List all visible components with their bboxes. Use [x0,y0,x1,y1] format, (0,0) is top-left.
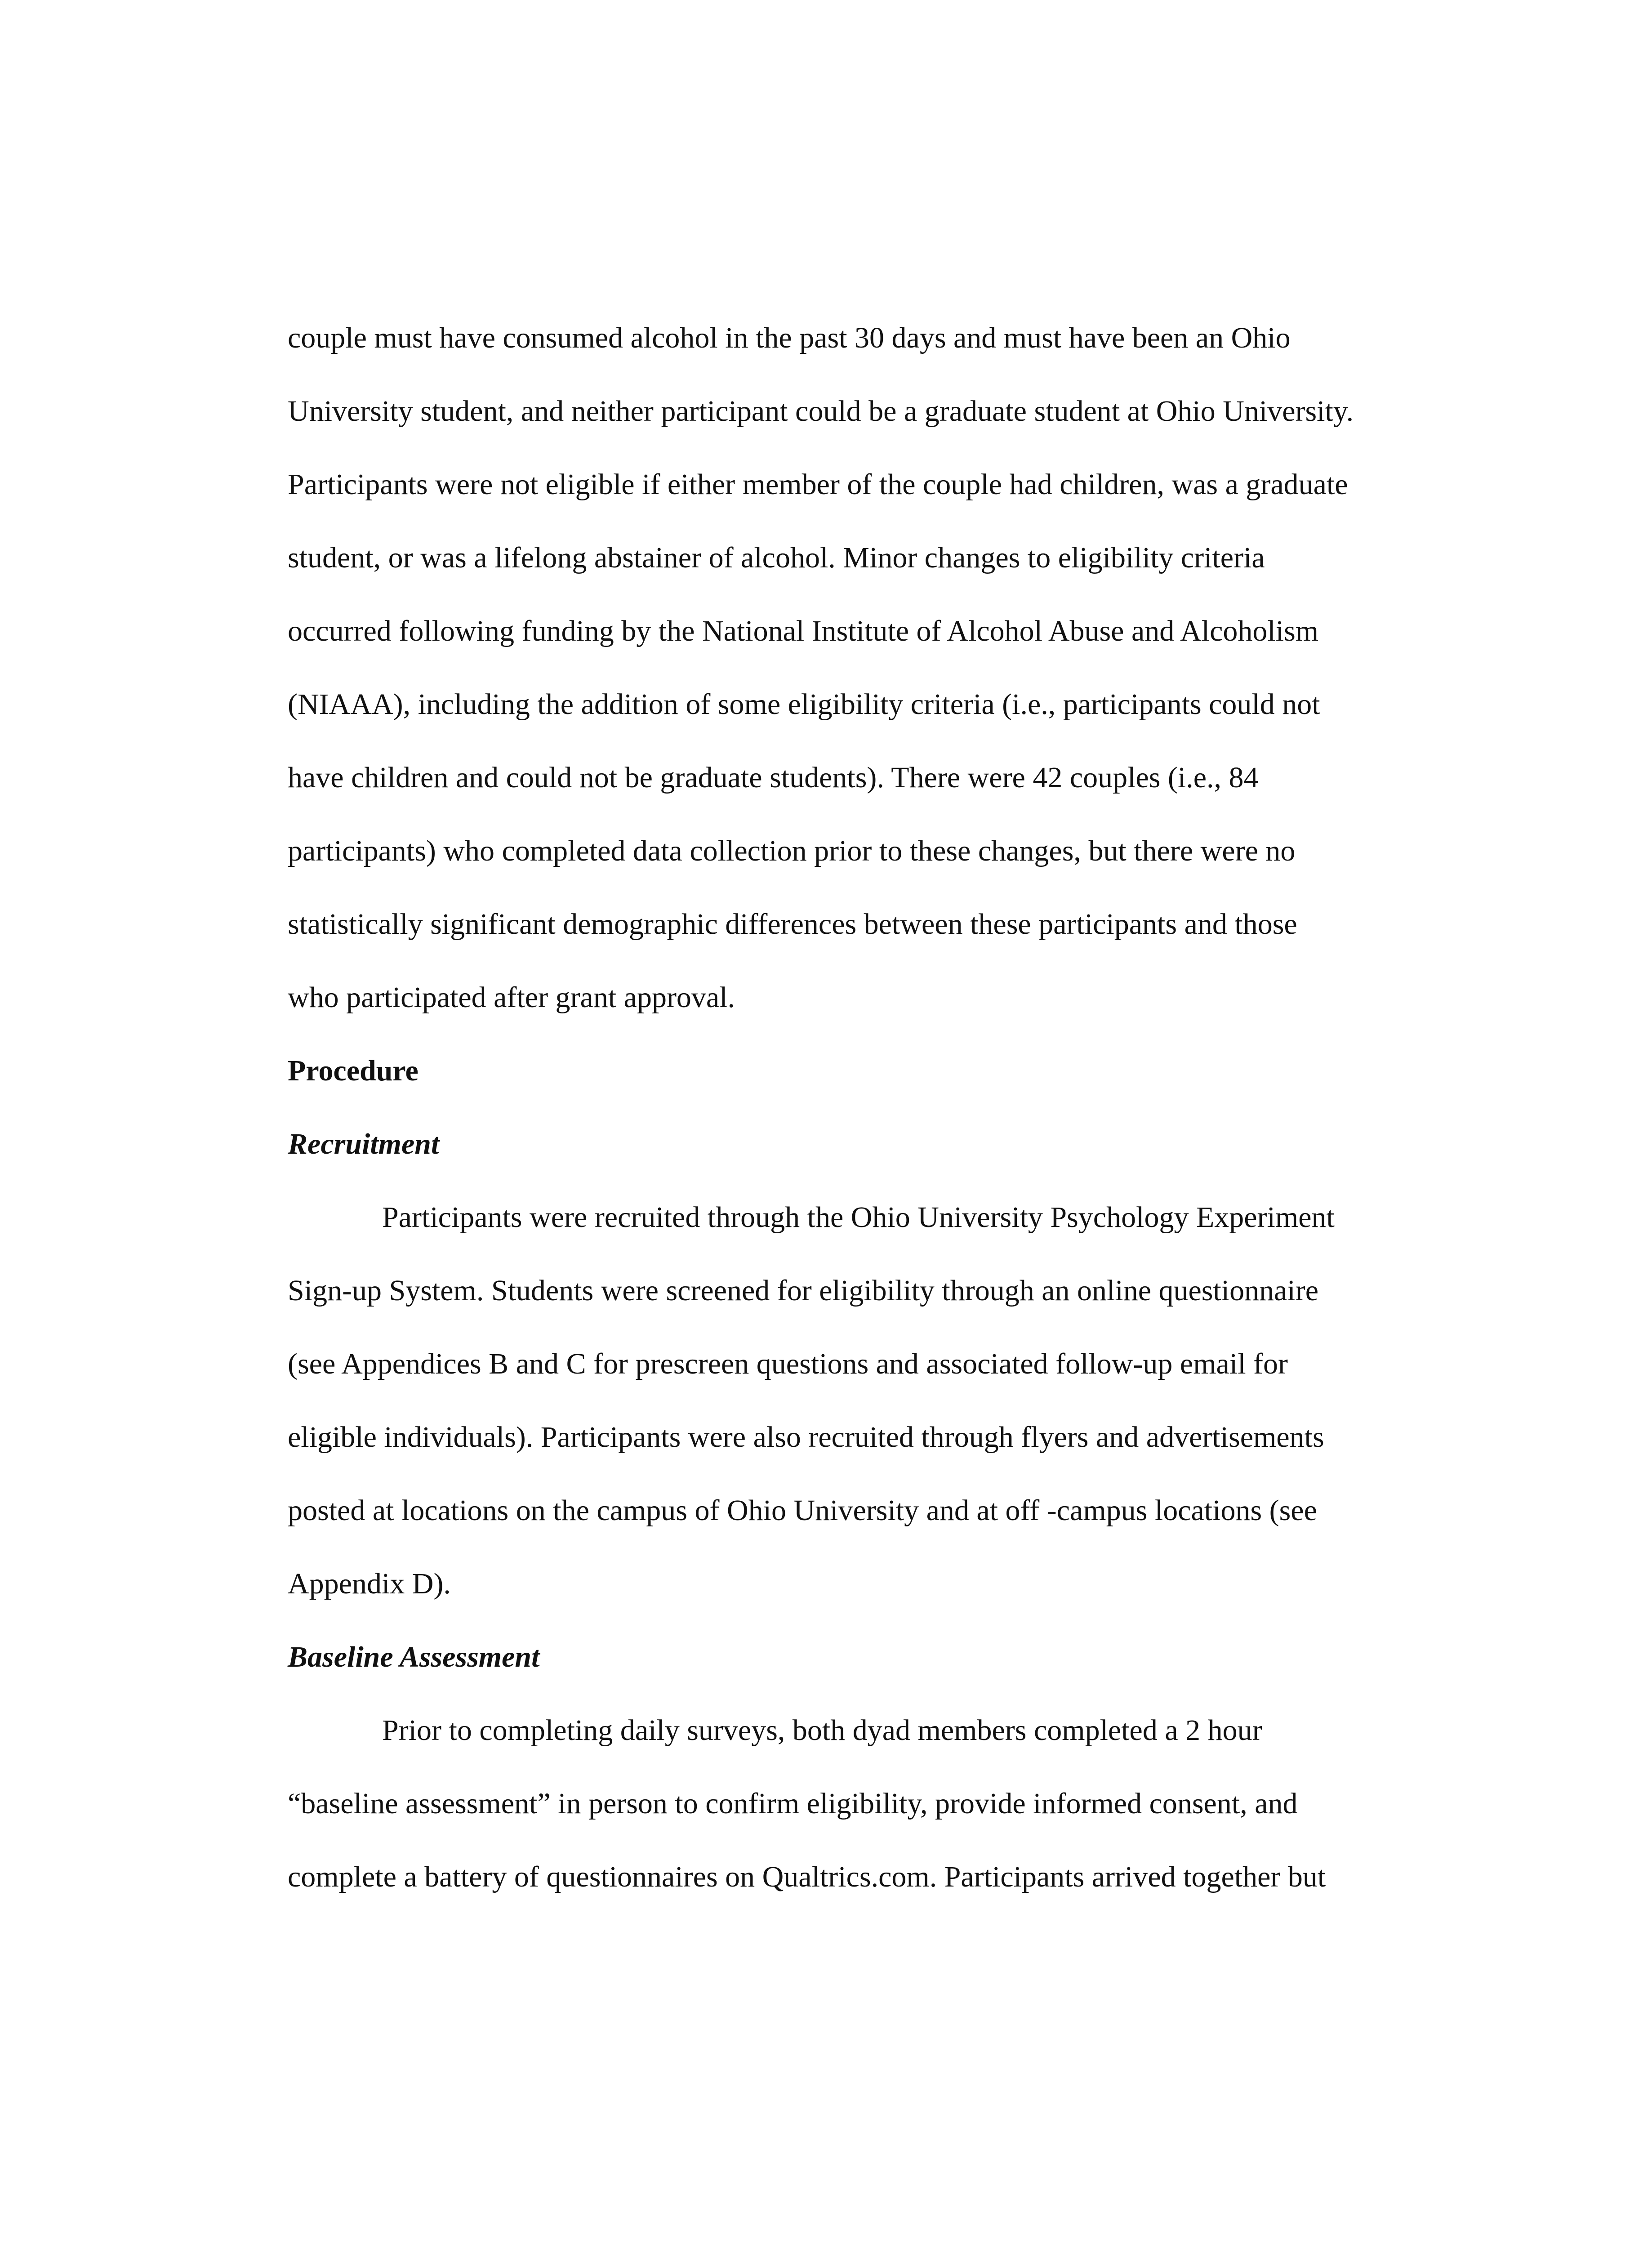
para1-line-9: statistically significant demographic differences between these participants and those [288,908,1297,941]
para2-line-1: Participants were recruited through the Ohio University Psychology Experiment [382,1201,1335,1234]
para1-line-8: participants) who completed data collection prior to these changes, but there were no [288,834,1296,867]
para1-line-1: couple must have consumed alcohol in the past 30 days and must have been an Ohio [288,321,1291,354]
para2-line-3: (see Appendices B and C for prescreen questions and associated follow-up email for [288,1347,1288,1380]
para3-line-1: Prior to completing daily surveys, both dyad members completed a 2 hour [382,1714,1262,1747]
section-heading-procedure: Procedure [288,1054,419,1087]
para1-line-4: student, or was a lifelong abstainer of alcohol. Minor changes to eligibility criteria [288,541,1265,574]
para2-line-4: eligible individuals). Participants were also recruited through flyers and advertisements [288,1421,1324,1454]
para2-line-2: Sign-up System. Students were screened for eligibility through an online questionnaire [288,1274,1319,1307]
para1-line-7: have children and could not be graduate students). There were 42 couples (i.e., 84 [288,761,1259,794]
para1-line-3: Participants were not eligible if either member of the couple had children, was a graduate [288,468,1348,501]
para3-line-2: “baseline assessment” in person to confirm eligibility, provide informed consent, and [288,1787,1298,1820]
para2-line-5: posted at locations on the campus of Ohio University and at off -campus locations (see [288,1494,1317,1527]
subsection-heading-baseline-assessment: Baseline Assessment [288,1641,540,1673]
para1-line-5: occurred following funding by the National Institute of Alcohol Abuse and Alcoholism [288,615,1319,647]
para1-line-2: University student, and neither participant could be a graduate student at Ohio University. [288,395,1354,428]
subsection-heading-recruitment: Recruitment [288,1128,440,1160]
para1-line-10: who participated after grant approval. [288,981,735,1014]
para2-line-6: Appendix D). [288,1567,451,1600]
para1-line-6: (NIAAA), including the addition of some eligibility criteria (i.e., participants could not [288,688,1320,721]
para3-line-3: complete a battery of questionnaires on Qualtrics.com. Participants arrived together but [288,1860,1326,1893]
